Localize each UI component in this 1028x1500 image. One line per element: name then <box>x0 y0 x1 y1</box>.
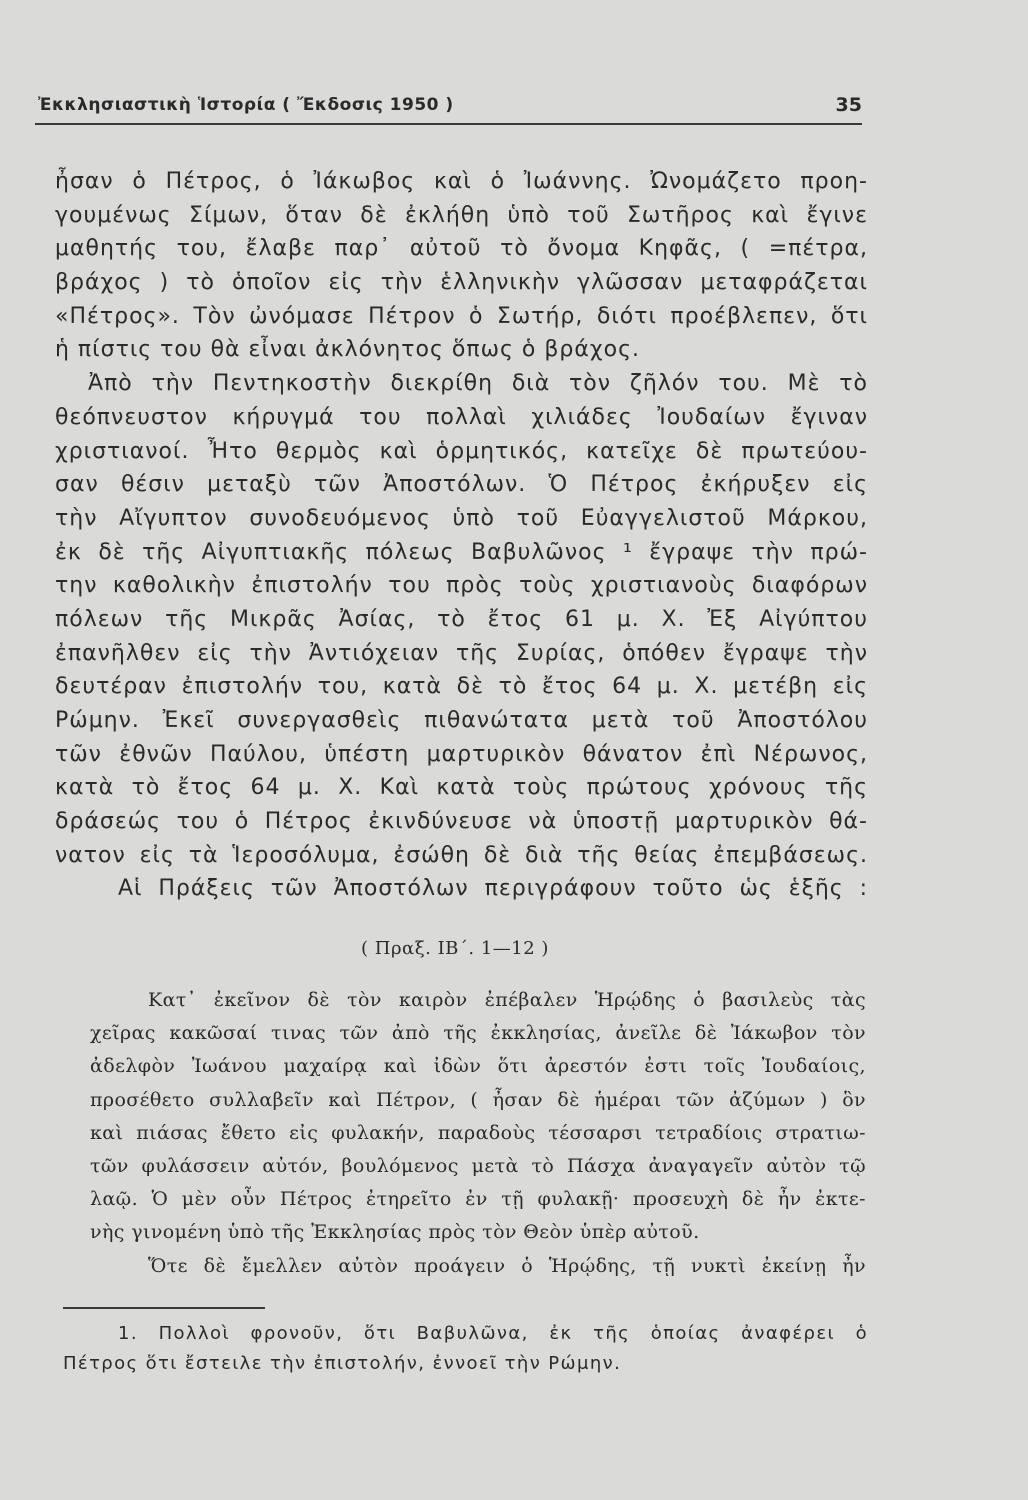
text-line: δράσεώς του ὁ Πέτρος ἐκινδύνευσε νὰ ὑποστῇ μαρτυρικὸν θά- <box>55 809 868 835</box>
text-line: τῶν ἐθνῶν Παύλου, ὑπέστη μαρτυρικὸν θάνατον ἐπὶ Νέρωνος, <box>55 741 868 767</box>
text-line: «Πέτρος». Τὸν ὠνόμασε Πέτρον ὁ Σωτήρ, διότι προέβλεπεν, ὅτι <box>55 303 868 329</box>
text-line: ἐπανῆλθεν εἰς τὴν Ἀντιόχειαν τῆς Συρίας, ὁπόθεν ἔγραψε τὴν <box>55 640 868 666</box>
text-line: βράχος ) τὸ ὁποῖον εἰς τὴν ἑλληνικὴν γλῶσσαν μεταφράζεται <box>55 270 868 296</box>
text-line: ἐκ δὲ τῆς Αἰγυπτιακῆς πόλεως Βαβυλῶνος ¹ ἔγραψε τὴν πρώ- <box>55 539 868 565</box>
text-line: Ρώμην. Ἐκεῖ συνεργασθεὶς πιθανώτατα μετὰ τοῦ Ἀποστόλου <box>55 708 868 733</box>
text-line: χριστιανοί. Ἦτο θερμὸς καὶ ὁρμητικός, κατεῖχε δὲ πρωτεύου- <box>55 438 868 464</box>
text-line: γουμένως Σίμων, ὅταν δὲ ἐκλήθη ὑπὸ τοῦ Σωτῆρος καὶ ἔγινε <box>55 202 868 228</box>
scripture-quote <box>90 984 866 1283</box>
footnote-line: Πέτρος ὅτι ἔστειλε τὴν ἐπιστολήν, ἐννοεῖ τὴν Ρώμην. <box>63 1353 622 1374</box>
text-line: ἦσαν ὁ Πέτρος, ὁ Ἰάκωβος καὶ ὁ Ἰωάννης. Ὠνομάζετο προη- <box>55 169 868 194</box>
running-head-title: Ἐκκλησιαστικὴ Ἱστορία ( Ἔκδοσις 1950 ) <box>38 95 454 115</box>
page-number: 35 <box>835 94 862 116</box>
quote-line: λαῷ. Ὁ μὲν οὖν Πέτρος ἐτηρεῖτο ἐν τῇ φυλακῇ· προσευχὴ δὲ ἦν ἐκτε- <box>90 1188 866 1211</box>
footnote <box>63 1319 868 1379</box>
footnote-rule <box>63 1307 265 1309</box>
text-line: μαθητής του, ἔλαβε παρ᾽ αὐτοῦ τὸ ὄνομα Κηφᾶς, ( =πέτρα, <box>55 236 868 262</box>
quote-line: χεῖρας κακῶσαί τινας τῶν ἀπὸ τῆς ἐκκλησίας, ἀνεῖλε δὲ Ἰάκωβον τὸν <box>90 1022 866 1045</box>
footnote-line: 1. Πολλοὶ φρονοῦν, ὅτι Βαβυλῶνα, ἐκ τῆς ὁποίας ἀναφέρει ὁ <box>118 1323 868 1344</box>
quote-line: ἀδελφὸν Ἰωάνου μαχαίρᾳ καὶ ἰδὼν ὅτι ἀρεστόν ἐστι τοῖς Ἰουδαίοις, <box>90 1055 866 1078</box>
scripture-citation: ( Πραξ. ΙΒ΄. 1—12 ) <box>361 938 549 959</box>
quote-line: νὴς γινομένη ὑπὸ τῆς Ἐκκλησίας πρὸς τὸν Θεὸν ὑπὲρ αὐτοῦ. <box>90 1221 700 1244</box>
text-line: νατον εἰς τὰ Ἱεροσόλυμα, ἐσώθη δὲ διὰ τῆς θείας ἐπεμβάσεως. <box>55 842 868 868</box>
text-line: κατὰ τὸ ἔτος 64 μ. Χ. Καὶ κατὰ τοὺς πρώτους χρόνους τῆς <box>55 775 868 801</box>
text-line: πόλεων τῆς Μικρᾶς Ἀσίας, τὸ ἔτος 61 μ. Χ. Ἐξ Αἰγύπτου <box>55 606 868 632</box>
quote-line: καὶ πιάσας ἔθετο εἰς φυλακήν, παραδοὺς τέσσαρσι τετραδίοις στρατιω- <box>90 1121 866 1144</box>
quote-line: Ὅτε δὲ ἔμελλεν αὐτὸν προάγειν ὁ Ἡρῴδης, τῇ νυκτὶ ἐκείνῃ ἦν <box>148 1254 866 1277</box>
text-line: ἡ πίστις του θὰ εἶναι ἀκλόνητος ὅπως ὁ βράχος. <box>55 337 640 363</box>
quote-line: τῶν φυλάσσειν αὐτόν, βουλόμενος μετὰ τὸ Πάσχα ἀναγαγεῖν αὐτὸν τῷ <box>90 1154 866 1177</box>
header-rule <box>35 123 862 125</box>
text-line: θεόπνευστον κήρυγμά του πολλαὶ χιλιάδες Ἰουδαίων ἔγιναν <box>55 404 868 430</box>
text-line: σαν θέσιν μεταξὺ τῶν Ἀποστόλων. Ὁ Πέτρος ἐκήρυξεν εἰς <box>55 472 868 498</box>
text-line: την καθολικὴν ἐπιστολήν του πρὸς τοὺς χριστιανοὺς διαφόρων <box>55 573 868 599</box>
text-line: Αἱ Πράξεις τῶν Ἀποστόλων περιγράφουν τοῦτο ὡς ἑξῆς : <box>118 876 868 902</box>
quote-line: Κατ᾽ ἐκεῖνον δὲ τὸν καιρὸν ἐπέβαλεν Ἡρῴδης ὁ βασιλεὺς τὰς <box>148 989 866 1011</box>
text-line: Ἀπὸ τὴν Πεντηκοστὴν διεκρίθη διὰ τὸν ζῆλόν του. Μὲ τὸ <box>88 371 868 397</box>
text-line: τὴν Αἴγυπτον συνοδευόμενος ὑπὸ τοῦ Εὐαγγελιστοῦ Μάρκου, <box>55 505 868 531</box>
main-text <box>55 165 868 906</box>
quote-line: προσέθετο συλλαβεῖν καὶ Πέτρον, ( ἦσαν δὲ ἡμέραι τῶν ἀζύμων ) ὃν <box>90 1088 866 1111</box>
text-line: δευτέραν ἐπιστολήν του, κατὰ δὲ τὸ ἔτος 64 μ. Χ. μετέβη εἰς <box>55 674 868 700</box>
